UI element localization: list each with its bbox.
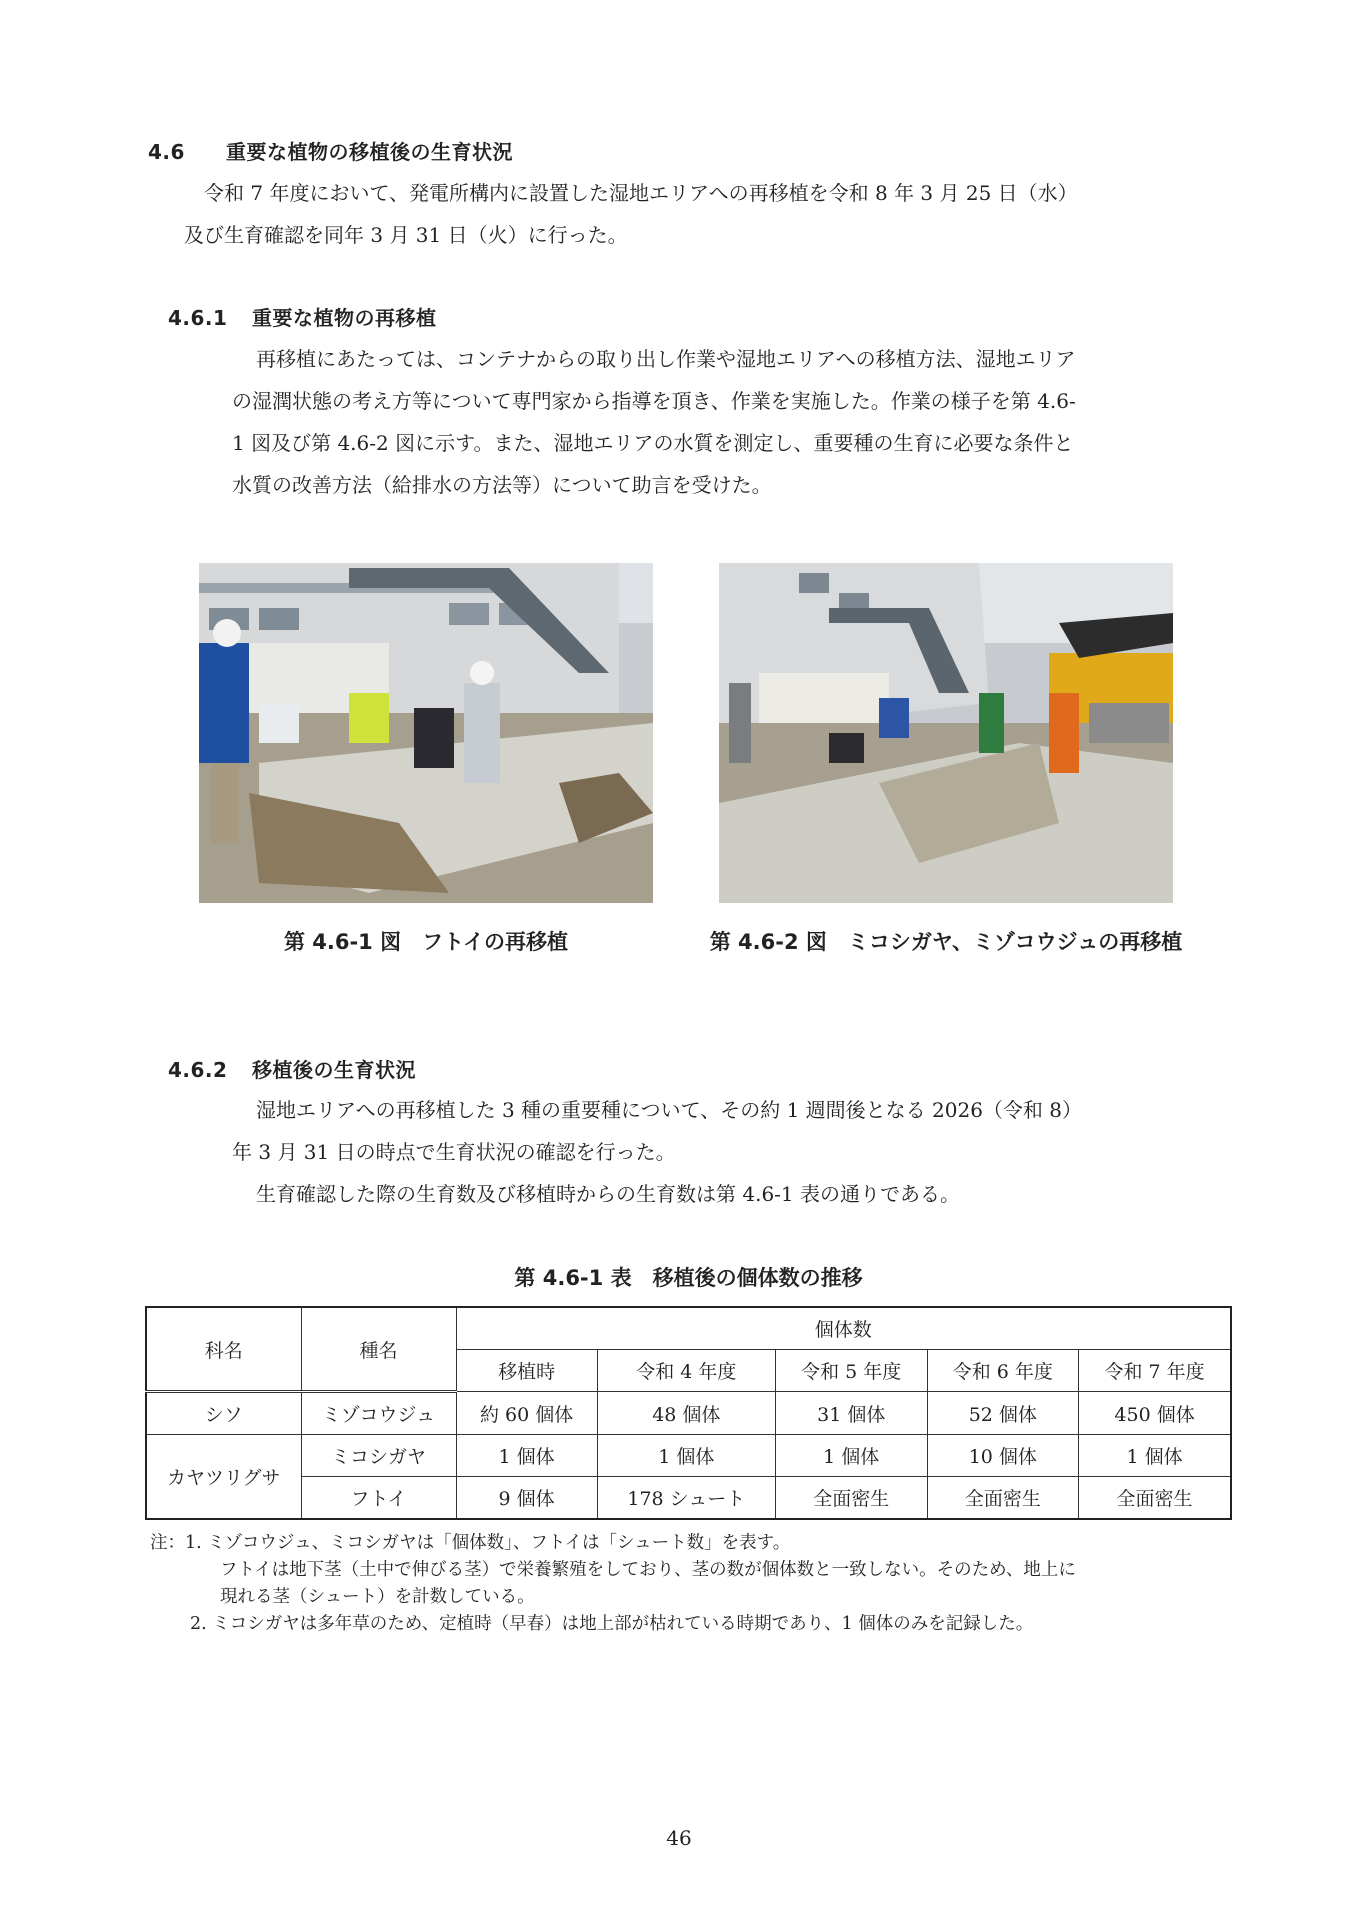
header-col: 令和 6 年度	[927, 1350, 1079, 1392]
sub2-line-1: 湿地エリアへの再移植した 3 種の重要種について、その約 1 週間後となる 2026（令和 8）	[256, 1098, 1083, 1122]
header-family: 科名	[146, 1307, 301, 1392]
header-count-group: 個体数	[456, 1307, 1231, 1350]
cell-value: 1 個体	[597, 1435, 775, 1477]
note-2-label: 2.	[190, 1614, 207, 1634]
section-title: 重要な植物の移植後の生育状況	[226, 140, 513, 164]
note-1	[150, 1530, 1240, 1557]
table-row	[146, 1435, 1231, 1477]
cell-species: ミコシガヤ	[301, 1435, 456, 1477]
header-species: 種名	[301, 1307, 456, 1392]
cell-value: 全面密生	[927, 1477, 1079, 1520]
section-number: 4.6	[148, 140, 185, 164]
cell-value: 1 個体	[1079, 1435, 1231, 1477]
header-col: 移植時	[456, 1350, 597, 1392]
sub1-heading	[168, 302, 437, 331]
table-notes	[150, 1530, 1240, 1638]
sub2-number: 4.6.2	[168, 1058, 228, 1082]
photo-mikoshigaya-transplant	[719, 563, 1173, 903]
note-prefix: 注：	[150, 1533, 185, 1553]
cell-species: ミゾコウジュ	[301, 1392, 456, 1435]
photo-futoi-transplant	[199, 563, 653, 903]
cell-value: 1 個体	[775, 1435, 927, 1477]
sub1-number: 4.6.1	[168, 306, 228, 330]
page-number: 46	[666, 1826, 692, 1850]
note-2	[190, 1611, 1240, 1638]
header-col: 令和 5 年度	[775, 1350, 927, 1392]
sub1-line-4: 水質の改善方法（給排水の方法等）について助言を受けた。	[232, 473, 772, 497]
sub1-line-1: 再移植にあたっては、コンテナからの取り出し作業や湿地エリアへの移植方法、湿地エリア	[256, 347, 1076, 371]
cell-value: 31 個体	[775, 1392, 927, 1435]
table-header-row-1	[146, 1307, 1231, 1350]
table-row	[146, 1477, 1231, 1520]
sub1-line-3: 1 図及び第 4.6-2 図に示す。また、湿地エリアの水質を測定し、重要種の生育に必要な条件と	[232, 431, 1074, 455]
intro-line-2: 及び生育確認を同年 3 月 31 日（火）に行った。	[184, 223, 628, 247]
cell-value: 全面密生	[775, 1477, 927, 1520]
population-table	[145, 1306, 1232, 1520]
table-row	[146, 1392, 1231, 1435]
cell-value: 48 個体	[597, 1392, 775, 1435]
note-1-label: 1.	[185, 1533, 202, 1553]
sub2-title: 移植後の生育状況	[252, 1058, 416, 1082]
intro-line-1: 令和 7 年度において、発電所構内に設置した湿地エリアへの再移植を令和 8 年 3 月 25 日（水）	[204, 181, 1078, 205]
cell-value: 52 個体	[927, 1392, 1079, 1435]
cell-species: フトイ	[301, 1477, 456, 1520]
cell-value: 全面密生	[1079, 1477, 1231, 1520]
sub2-line-3: 生育確認した際の生育数及び移植時からの生育数は第 4.6-1 表の通りである。	[256, 1182, 961, 1206]
sub1-title: 重要な植物の再移植	[252, 306, 437, 330]
section-heading	[148, 136, 513, 165]
cell-value: 9 個体	[456, 1477, 597, 1520]
header-col: 令和 4 年度	[597, 1350, 775, 1392]
cell-value: 178 シュート	[597, 1477, 775, 1520]
cell-value: 1 個体	[456, 1435, 597, 1477]
note-1-line-1: ミゾコウジュ、ミコシガヤは「個体数」、フトイは「シュート数」を表す。	[207, 1533, 791, 1553]
sub1-line-2: の湿潤状態の考え方等について専門家から指導を頂き、作業を実施した。作業の様子を第 4.6-	[232, 389, 1076, 413]
header-col: 令和 7 年度	[1079, 1350, 1231, 1392]
sub2-body	[232, 1089, 1242, 1215]
section-intro	[184, 172, 1234, 256]
sub1-body	[232, 338, 1242, 506]
cell-value: 約 60 個体	[456, 1392, 597, 1435]
note-2-line: ミコシガヤは多年草のため、定植時（早春）は地上部が枯れている時期であり、1 個体のみを記録した。	[212, 1614, 1034, 1634]
cell-value: 10 個体	[927, 1435, 1079, 1477]
note-1-line-2: フトイは地下茎（土中で伸びる茎）で栄養繁殖をしており、茎の数が個体数と一致しない。そのため、地上に	[220, 1560, 1076, 1580]
table-title: 第 4.6-1 表 移植後の個体数の推移	[514, 1266, 863, 1290]
sub2-line-2: 年 3 月 31 日の時点で生育状況の確認を行った。	[232, 1140, 676, 1164]
sub2-heading	[168, 1054, 416, 1083]
note-1-line-3: 現れる茎（シュート）を計数している。	[220, 1587, 535, 1607]
figure-1-caption: 第 4.6-1 図 フトイの再移植	[283, 930, 569, 954]
cell-value: 450 個体	[1079, 1392, 1231, 1435]
figure-2-caption: 第 4.6-2 図 ミコシガヤ、ミゾコウジュの再移植	[709, 930, 1183, 954]
cell-family: カヤツリグサ	[146, 1435, 301, 1520]
cell-family: シソ	[146, 1392, 301, 1435]
